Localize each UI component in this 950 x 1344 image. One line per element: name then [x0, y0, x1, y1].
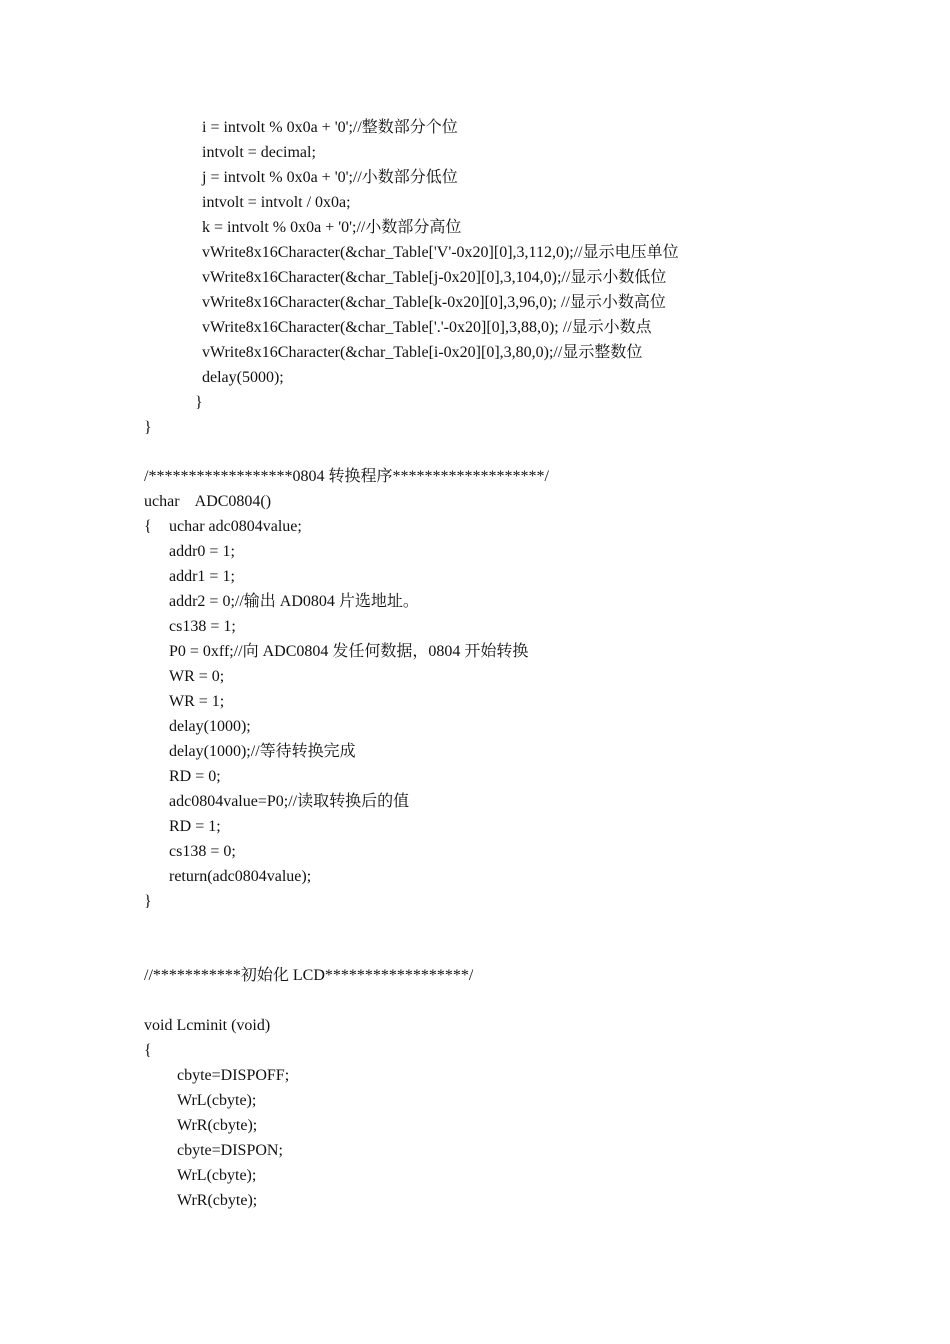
section-comment: /******************0804 转换程序*******************/	[144, 468, 549, 485]
code-line: WR = 0;	[169, 668, 225, 685]
closing-brace: }	[144, 893, 152, 910]
code-line: vWrite8x16Character(&char_Table['V'-0x20][0],3,112,0);//显示电压单位	[202, 244, 679, 261]
code-line: delay(5000);	[202, 369, 284, 386]
opening-brace: {	[144, 1042, 152, 1059]
code-line: vWrite8x16Character(&char_Table[k-0x20][0],3,96,0); //显示小数高位	[202, 294, 666, 311]
code-line: k = intvolt % 0x0a + '0';//小数部分高位	[202, 219, 462, 236]
code-line: cbyte=DISPON;	[177, 1142, 283, 1159]
code-line: vWrite8x16Character(&char_Table['.'-0x20][0],3,88,0); //显示小数点	[202, 319, 652, 336]
code-line: addr1 = 1;	[169, 568, 235, 585]
code-line: vWrite8x16Character(&char_Table[i-0x20][0],3,80,0);//显示整数位	[202, 344, 643, 361]
section-comment: //***********初始化 LCD******************/	[144, 967, 474, 984]
code-line: uchar adc0804value;	[169, 518, 302, 535]
code-line: WrR(cbyte);	[177, 1192, 258, 1209]
closing-brace: }	[195, 394, 203, 411]
code-line: WrL(cbyte);	[177, 1167, 257, 1184]
code-line: adc0804value=P0;//读取转换后的值	[169, 793, 410, 810]
code-line: intvolt = intvolt / 0x0a;	[202, 194, 351, 211]
code-line: RD = 1;	[169, 818, 221, 835]
opening-brace: {	[144, 518, 152, 535]
code-line: cbyte=DISPOFF;	[177, 1067, 290, 1084]
code-line: WrR(cbyte);	[177, 1117, 258, 1134]
code-line: WR = 1;	[169, 693, 225, 710]
code-line: delay(1000);	[169, 718, 251, 735]
code-line: return(adc0804value);	[169, 868, 312, 885]
code-line: WrL(cbyte);	[177, 1092, 257, 1109]
code-line: P0 = 0xff;//向 ADC0804 发任何数据，0804 开始转换	[169, 643, 529, 660]
function-signature: void Lcminit (void)	[144, 1017, 271, 1034]
code-line: intvolt = decimal;	[202, 144, 316, 161]
code-line: cs138 = 1;	[169, 618, 236, 635]
code-line: delay(1000);//等待转换完成	[169, 743, 356, 760]
code-line: addr0 = 1;	[169, 543, 235, 560]
code-line: i = intvolt % 0x0a + '0';//整数部分个位	[202, 119, 458, 136]
code-line: cs138 = 0;	[169, 843, 236, 860]
function-signature: uchar ADC0804()	[144, 493, 272, 510]
closing-brace: }	[144, 419, 152, 436]
code-line: RD = 0;	[169, 768, 221, 785]
code-line: j = intvolt % 0x0a + '0';//小数部分低位	[202, 169, 458, 186]
code-line: vWrite8x16Character(&char_Table[j-0x20][0],3,104,0);//显示小数低位	[202, 269, 667, 286]
code-line: addr2 = 0;//输出 AD0804 片选地址。	[169, 593, 419, 610]
